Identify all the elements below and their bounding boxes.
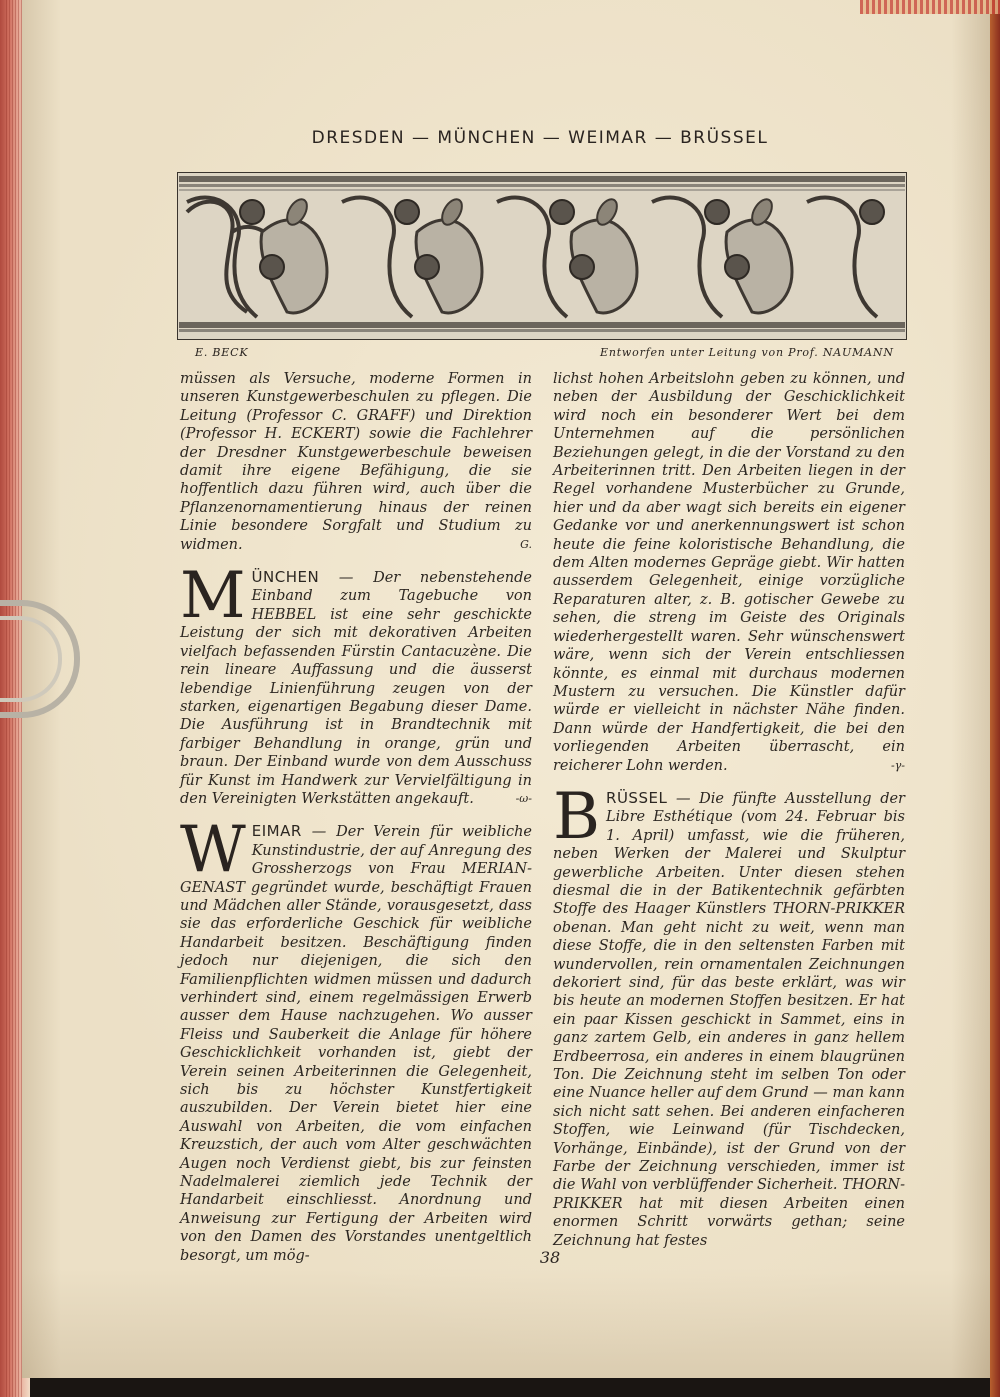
page-header: DRESDEN — MÜNCHEN — WEIMAR — BRÜSSEL bbox=[311, 128, 769, 148]
bruessel-heading: RÜSSEL bbox=[606, 788, 668, 807]
bruessel-paragraph bbox=[553, 779, 905, 1250]
weimar-dropcap: W bbox=[180, 813, 246, 888]
weimar-signature: -γ- bbox=[890, 758, 905, 772]
ornament-caption-right: Entworfen unter Leitung von Prof. NAUMANN bbox=[600, 346, 894, 359]
muenchen-paragraph bbox=[180, 559, 532, 808]
ornament-caption-left: E. BECK bbox=[195, 346, 249, 359]
page-top-edge bbox=[860, 0, 1000, 14]
bruessel-dropcap: B bbox=[553, 779, 601, 854]
weimar-continued-text: lichst hohen Arbeitslohn geben zu können, und neben der Ausbildung der Geschicklichkeit wird noch ein besonderer Wert bei dem Unternehmen auf die persönlichen Beziehungen gelegt, in die der Vorstand zu den Arbeiterinnen tritt. Den Arbeiten liegen in der Regel vorhandene Musterbücher zu Grunde, hier und da aber wagt sich bereits ein eigener Gedanke vor und anerkennungswert ist schon heute die feine koloristische Behandlung, die dem Alten modernes Gepräge giebt. Wir hatten ausserdem Gelegenheit, einige vorzügliche Reparaturen alter, z. B. gotischer Gewebe zu sehen, die streng im Geiste des Originals wiederhergestellt waren. Sehr wünschenswert wäre, wenn sich der Verein entschliessen könnte, es einmal mit durchaus modernen Mustern zu versuchen. Die Künstler dafür würde er vielleicht in nächster Nähe finden. Dann würde der Handfertigkeit, die bei den vorliegenden Arbeiten überrascht, ein reicherer Lohn werden. bbox=[553, 371, 905, 774]
muenchen-heading: ÜNCHEN bbox=[251, 568, 320, 587]
weimar-text: — Der Verein für weibliche Kunstindustrie, der auf Anregung des Grossherzogs von Frau MERIAN-GENAST gegründet wurde, beschäftigt Frauen und Mädchen aller Stände, vorausgesetzt, dass sie das erforderliche Geschick für weibliche Handarbeit besitzen. Beschäftigung finden jedoch nur diejenigen, die sich den Familienpflichten widmen müssen und dadurch verhindert sind, einem regelmässigen Erwerb ausser dem Hause nachzugehen. Wo ausser Fleiss und Sauberkeit die Anlage für höhere Geschicklichkeit vorhanden ist, giebt der Verein seinen Arbeiterinnen die Gelegenheit, sich bis zu höchster Kunstfertigkeit auszubilden. Der Verein bietet hier eine Auswahl von Arbeiten, die vom einfachen Kreuzstich, der auch vom Alter geschwächten Augen noch Verdienst giebt, bis zur feinsten Nadelmalerei ziemlich jede Technik der Handarbeit einschliesst. Anordnung und Anweisung zur Fertigung der Arbeiten wird von den Damen des Vorstandes unentgeltlich besorgt, um mög- bbox=[180, 824, 532, 1264]
page-number: 38 bbox=[539, 1248, 561, 1267]
ornament-frieze-illustration bbox=[177, 172, 907, 340]
dresden-text: müssen als Versuche, moderne Formen in unseren Kunstgewerbeschulen zu pflegen. Die Leitung (Professor C. GRAFF) und Direktion (Professor H. ECKERT) sowie die Fachlehrer der Dresdner Kunstgewerbeschule beweisen damit ihre eigene Befähigung, die sie hoffentlich dazu führen wird, auch über die Pflanzenornamentierung hinaus der reinen Linie besondere Sorgfalt und Studium zu widmen. bbox=[180, 371, 532, 553]
weimar-paragraph bbox=[180, 813, 532, 1265]
right-column bbox=[553, 370, 905, 1264]
weimar-continued-paragraph bbox=[553, 370, 905, 775]
bruessel-text: — Die fünfte Ausstellung der Libre Esthétique (vom 24. Februar bis 1. April) umfasst, wie die früheren, neben Werken der Malerei und Skulptur gewerbliche Arbeiten. Unter diesen stehen diesmal die in der Batikentechnik gefärbten Stoffe des Haager Künstlers THORN-PRIKKER obenan. Man geht nicht zu weit, wenn man diese Stoffe, die in den seltensten Farben mit wundervollen, rein ornamentalen Zeichnungen dekoriert sind, für das beste erklärt, was wir bis heute an modernen Stoffen besitzen. Er hat ein paar Kissen geschickt in Sammet, eins in ganz zartem Gelb, ein anderes in ganz hellem Erdbeerrosa, ein anderes in einem blaugrünen Ton. Die Zeichnung steht im selben Ton oder eine Nuance heller auf dem Grund — man kann sich nicht satt sehen. Bei anderen einfacheren Stoffen, wie Leinwand (für Tischdecken, Vorhänge, Einbände), ist der Grund von der Farbe der Zeichnung verschieden, immer ist die Wahl von verblüffender Sicherheit. THORN-PRIKKER hat mit diesen Arbeiten einen enormen Schritt vorwärts gethan; seine Zeichnung hat festes bbox=[553, 790, 905, 1249]
left-column bbox=[180, 370, 532, 1279]
muenchen-signature: -ω- bbox=[515, 791, 532, 805]
book-cover-edge bbox=[990, 0, 1000, 1397]
dresden-paragraph bbox=[180, 370, 532, 554]
muenchen-dropcap: M bbox=[180, 559, 246, 634]
muenchen-text: — Der nebenstehende Einband zum Tagebuche von HEBBEL ist eine sehr geschickte Leistung der sich mit dekorativen Arbeiten vielfach befassenden Fürstin Cantacuzène. Die rein lineare Auffassung und die äusserst lebendige Linienführung zeugen von der starken, eigenartigen Begabung dieser Dame. Die Ausführung ist in Brandtechnik mit farbiger Behandlung in orange, grün und braun. Der Einband wurde von dem Ausschuss für Kunst im Handwerk zur Vervielfältigung in den Vereinigten Werkstätten angekauft. bbox=[180, 570, 532, 807]
dresden-signature: G. bbox=[520, 537, 532, 551]
weimar-heading: EIMAR bbox=[251, 822, 302, 841]
